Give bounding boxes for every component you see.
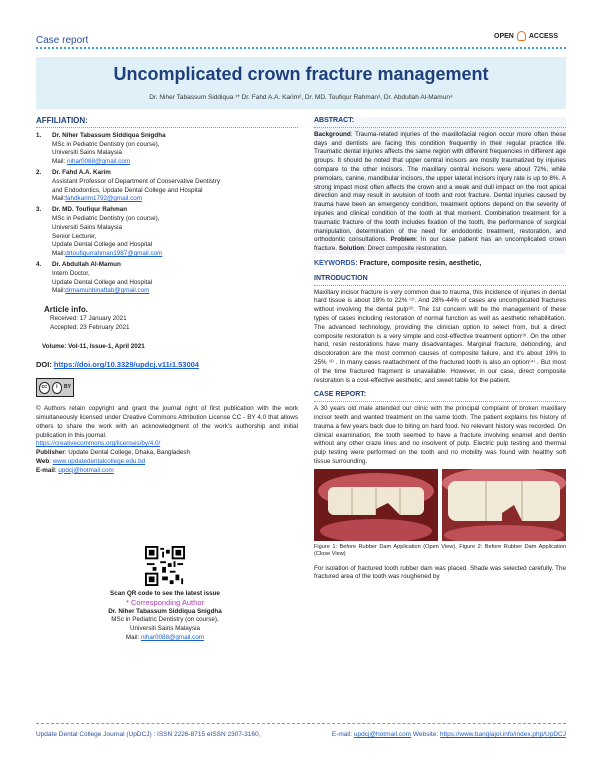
background-label: Background	[314, 130, 351, 138]
doi-link[interactable]: https://doi.org/10.3329/updcj.v11i1.53004	[53, 360, 199, 370]
cc-license-link[interactable]: https://creativecommons.org/licenses/by/4.0/	[36, 440, 161, 448]
affiliation-email-link[interactable]: drmamunbinaftab@gmail.com	[65, 287, 150, 295]
affiliation-email-link[interactable]: nihar0088@gmail.com	[67, 158, 131, 166]
affiliation-line: and Endodontics, Update Dental College and Hospital	[52, 186, 203, 194]
accepted-date: Accepted: 23 February 2021	[50, 323, 130, 331]
affiliation-name: Dr. Fahd A.A. Karim	[52, 168, 111, 176]
abstract-box	[314, 117, 566, 254]
mail-label: Mail:	[52, 195, 66, 203]
divider	[36, 127, 298, 128]
author-list: Dr. Niher Tabassum Siddiqua ¹* Dr. Fahd A.A. Karim², Dr. MD. Toufiqur Rahman³, Dr. Abdullah Al-Mamun⁴	[149, 94, 453, 101]
affiliation-number: 3.	[36, 206, 42, 214]
attribution-icon: i	[52, 382, 63, 394]
article-title: Uncomplicated crown fracture management	[113, 64, 489, 84]
doi-label: DOI:	[36, 360, 54, 370]
oa-open-text: OPEN	[494, 32, 514, 40]
affiliation-number: 1.	[36, 131, 42, 139]
affiliation-line: Assistant Professor of Department of Conservative Dentistry	[52, 177, 220, 185]
oa-access-text: ACCESS	[528, 32, 559, 40]
footer-contact	[332, 731, 566, 738]
volume-info: Volume: Vol-11, Issue-1, April 2021	[42, 342, 145, 350]
cc-by-text: BY	[64, 384, 71, 391]
divider	[314, 285, 566, 286]
footer-website-link[interactable]: https://www.banglajol.info/index.php/UpDCJ	[439, 731, 566, 738]
affiliation-line: MSc in Pediatric Dentistry (on course),	[52, 140, 160, 148]
article-info	[44, 306, 298, 332]
open-lock-icon	[517, 31, 526, 41]
affiliation-name: Dr. Niher Tabassum Siddiqua Snigdha	[52, 131, 166, 139]
clinical-photo-open-view	[314, 469, 438, 541]
affiliation-number: 4.	[36, 260, 42, 268]
corresponding-email-link[interactable]: nihar0088@gmail.com	[140, 633, 205, 641]
keywords-label: KEYWORDS:	[314, 259, 358, 267]
received-date: Received: 17 January 2021	[50, 314, 127, 322]
article-info-heading: Article info.	[44, 305, 89, 315]
right-column	[314, 117, 566, 582]
footer-divider	[36, 723, 566, 724]
affiliation-line: Universiti Sains Malaysia	[52, 223, 122, 231]
affiliation-line: Update Dental College and Hospital	[52, 278, 153, 286]
doi-line	[36, 361, 298, 370]
divider	[314, 401, 566, 402]
cc-icon: cc	[39, 382, 50, 394]
figure-caption: Figure 1: Before Rubber Dam Application (Open View), Figure 2: Before Rubber Dam Application (Close View)	[314, 543, 566, 558]
page-footer	[36, 731, 566, 738]
solution-label: Solution	[338, 245, 365, 253]
affiliation-line: Senior Lecturer,	[52, 232, 97, 240]
keywords-text: Fracture, composite resin, aesthetic,	[357, 259, 482, 267]
website-link[interactable]: www.updatedentalcollege.edu.bd	[52, 457, 146, 465]
corresponding-author-line: MSc in Pediatric Dentistry (on course),	[111, 616, 219, 624]
case-report-heading: CASE REPORT:	[314, 391, 367, 399]
web-label: Web	[36, 457, 50, 465]
open-access-logo	[494, 31, 558, 41]
email-label: E-mail	[36, 466, 55, 474]
affiliation-name: Dr. MD. Toufiqur Rahman	[52, 206, 128, 214]
affiliation-email-link[interactable]: drtoufiqurrahman1987@gmail.com	[65, 250, 163, 258]
affiliation-number: 2.	[36, 168, 42, 176]
journal-email-link[interactable]: updcj@hotmail.com	[58, 466, 114, 474]
qr-code-icon[interactable]	[145, 546, 185, 586]
problem-label: Problem	[390, 236, 416, 244]
cc-by-badge[interactable]	[36, 378, 74, 397]
problem-text: : In our case patient has an uncomplicated crown fracture.	[314, 236, 566, 253]
divider	[314, 127, 566, 128]
left-column: AFFILIATION: 1. Dr. Niher Tabassum Siddiqua Snigdha MSc in Pediatric Dentistry (on course), Universiti Sains Malaysia Mail: nihar0088@gmail.com 2. Dr. Fahd A.A. Karim Assistant Professor of Department of Conservative Dentistry and Endodontics, Update Dental College and Hospital Mail:fahdkarim1792@gmail.com 3. Dr. MD. Toufiqur Rahman MSc in Pediatric Dentistry (on course), Universiti Sains Malaysia Senior Lecturer, Update Dental College and Hospital Mail:drtoufiqurrahman1987@gmail.com 4. Dr. Abdullah Al-Mamun Intern Doctor, Update Dental College and Hospital Mail:drmamunbinaftab@gmail.com Article info. Received: 17 January 2021 Accepted: 23 February 2021 Volume: Vol-11, Issue-1, April 2021 DOI: https://doi.org/10.3329/updcj.v11i1.53004 cc i BY © Authors retain copyright and grant the journal right of first publication with the work simultaneously licensed under Creative Commons Attribution License CC - BY 4.0 that allows others to share the work with an acknowledgment of the work's authorship and initial publication in this journal. https://creativecommons.org/licenses/by/4.0/ Publisher: Update Dental College, Dhaka, Bangladesh Web: www.updatedentalcollege.edu.bd E-mail: updcj@hotmail.com	[36, 116, 298, 474]
keywords	[314, 260, 566, 269]
affiliation-item	[36, 261, 298, 296]
mail-label: Mail:	[52, 287, 66, 295]
publisher-label: Publisher	[36, 449, 65, 457]
introduction-heading: INTRODUCTION	[314, 274, 368, 282]
mail-label: Mail:	[52, 250, 66, 258]
affiliation-item	[36, 169, 298, 204]
corresponding-author-name: Dr. Niher Tabassum Siddiqua Snigdha	[108, 607, 222, 615]
header-divider	[36, 47, 566, 49]
footer-email-label: E-mail:	[331, 731, 354, 738]
abstract-heading: ABSTRACT:	[314, 117, 355, 124]
solution-text: : Direct composite restoration.	[364, 245, 448, 253]
affiliation-item	[36, 206, 298, 259]
mail-label: Mail:	[125, 633, 141, 641]
clinical-photo-close-view	[442, 469, 566, 541]
affiliation-line: Update Dental College and Hospital	[52, 241, 153, 249]
affiliation-heading: AFFILIATION:	[36, 116, 88, 125]
footer-website-label: Website:	[411, 731, 440, 738]
footer-email-link[interactable]: updcj@hotmail.com	[353, 731, 412, 738]
affiliation-name: Dr. Abdullah Al-Mamun	[52, 260, 121, 268]
affiliation-line: Universiti Sains Malaysia	[52, 149, 122, 157]
qr-block	[90, 546, 240, 643]
footer-journal: Update Dental College Journal (UpDCJ) : ISSN 2226-8715 eISSN 2307-3160,	[36, 731, 261, 738]
clinical-photos	[314, 469, 566, 541]
introduction-paragraph: Maxillary incisor fracture is very common due to trauma, this incidence of injuries in dental hard tissue is about 18% to 22% ⁽¹⁾. And 28%-44% of cases are uncomplicated fractures without involving the dental pulp⁽²⁾. The 1st concern will be the management of these types of cases including restoration of normal function as well as aesthetic rehabilitation. The advanced technology, providing the clinician option to select from, but a direct composite restoration is a very simple and cost-effective treatment option⁽³⁾. On the other hand, resin restorations have many disadvantages. Marginal fracture, debonding, and discoloration are the most common causes of composite failure, and it's about 19% to 25% ⁽³⁾ . In many cases reattachment of the fractured tooth is also an option⁽⁴⁾ . But most of the time fractured fragment is unavailable. However, in our case, direct composite restoration is a cost-effective aesthetic, and sweet table for the patient.	[314, 288, 566, 384]
qr-caption: Scan QR code to see the latest issue	[110, 590, 220, 597]
abstract-body: : Trauma-related injuries of the maxillofacial region occur more often these days and dentists are facing this condition frequently in their regular practice life. Traumatic dental injuries affects the same region with different frequencies in different age groups. It should be noted that upper central incisors are mostly traumatized by injuries compare to the other incisors. The maxillary central incisors were about 72%, while premolars, canine, mandibular incisors, the upper lateral incisors injury rate is up to 8%. A strong impact most often affects the crown and a weak and dull impact on the root apical direction and may result in avulsion of tooth and root fracture. Dental injuries caused by trauma have been an emergency condition, treatment options depend on the severity of injuries and clinical condition of the tooth at that moment. Combination treatment for a traumatic fracture of the tooth includes fixation of the tooth, the performance of surgical manipulation, determination of the need for endodontic treatment, restoration, and orthodontic consultations.	[314, 130, 566, 244]
case-report-paragraph: A 30 years old male attended our clinic with the principal complaint of broken maxillary incisor teeth and wanted treatment on the same tooth. The patient explains his history of trauma a few years back due to biting on hard food. No relevant history was recorded. On clinical examination, the tooth seemed to have a fracture involving enamel and dentin without any other craze lines and no insolvent of pulp. Electric pulp testing and thermal pulp testing were performed on the tooth and no mobility was found with healthy soft tissue surrounding.	[314, 405, 566, 465]
affiliation-line: Intern Doctor,	[52, 269, 90, 277]
section-label: Case report	[36, 35, 89, 46]
copyright-notice: © Authors retain copyright and grant the journal right of first publication with the work simultaneously licensed under Creative Commons Attribution License CC - BY 4.0 that allows others to share the work with an acknowledgment of the work's authorship and initial publication in this journal.	[36, 405, 298, 439]
case-report-paragraph: For isolation of fractured tooth rubber dam was placed. Shade was selected carefully. The fractured area of the tooth was roughened by	[314, 564, 566, 581]
abstract-text	[314, 131, 566, 254]
corresponding-author-line: Universiti Sains Malaysia	[130, 625, 200, 633]
publisher-value: : Update Dental College, Dhaka, Bangladesh	[64, 449, 191, 457]
affiliation-item	[36, 132, 298, 167]
affiliation-email-link[interactable]: fahdkarim1792@gmail.com	[65, 195, 143, 203]
affiliation-line: MSc in Pediatric Dentistry (on course),	[52, 214, 160, 222]
mail-label: Mail:	[52, 158, 68, 166]
corresponding-author-label: * Corresponding Author	[126, 597, 204, 607]
